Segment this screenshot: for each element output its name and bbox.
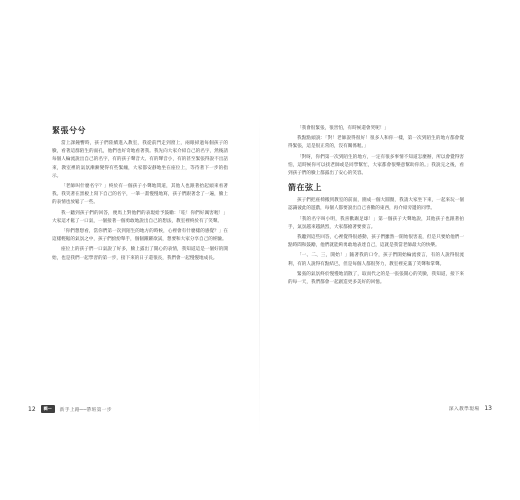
paragraph: 緊張的氣氛終於慢慢地消散了，取而代之的是一張張開心的笑臉，我知道，接下來的每一天，我們都會一起創造更多美好的回憶。 xyxy=(288,271,464,286)
paragraph: 我點點頭說：「對！老師說得很好！很多人和你一樣，第一次到陌生的地方都會覺得緊張，這是很正常的，沒有關係喔。」 xyxy=(288,136,464,150)
paragraph: 「我會很緊張，很害怕，有時候還會哭呢！」 xyxy=(297,126,389,131)
page-number: 13 xyxy=(484,405,492,412)
paragraph: 孩子們把座椅搬到教室的前面，圍成一個大圓圈，我請大家坐下來，一起來玩一個認識彼此的遊戲，每個人都要說出自己喜歡的東西，再介紹旁邊的同學。 xyxy=(288,198,464,212)
paragraph: 座位上的孩子們一口氣說了好多，臉上露出了開心的表情，我知道這是一個好的開始，也是我們一起學習的第一步，接下來的日子還很長，我們會一起慢慢地成長。 xyxy=(52,247,228,261)
right-page xyxy=(260,0,520,500)
paragraph: 我聽到這些回答，心裡覺得很感動，孩子們雖然一開始很害羞，但是只要給他們一點時間和鼓勵，他們就能夠勇敢地表達自己，這就是我當老師最大的快樂。 xyxy=(288,235,464,249)
chapter-tag: 輯一 xyxy=(41,405,55,413)
page-number: 12 xyxy=(28,405,36,413)
paragraph: 「我的名字叫小明，我喜歡踢足球！」第一個孩子大聲地說，其他孩子也跟著拍手，氣氛越來越熱烈，大家都搶著要發言。 xyxy=(288,216,464,230)
left-footer xyxy=(28,405,112,413)
paragraph: 「老師叫什麼名字？」終於有一個孩子小聲地問道，其他人也跟著抬起頭來看著我。我笑著在黑板上寫下自己的名字，一筆一畫慢慢地寫，孩子們跟著念了一遍，臉上的表情也放鬆了一些。 xyxy=(52,184,228,206)
paragraph: 「一、二、三，開始！」隨著我的口令，孩子們開始輪流發言，有的人說得很流利，有的人說得有點結巴，但是每個人都很努力，教室裡充滿了笑聲和掌聲。 xyxy=(288,253,464,267)
paragraph: 「你們想想看，當你們第一次到陌生的地方的時候，心裡會有什麼樣的感覺？」在這樣輕鬆的氣氛之中，孩子們紛紛舉手，個個躍躍欲試，想要和大家分享自己的經驗。 xyxy=(52,229,228,243)
right-text-column xyxy=(288,125,464,289)
paragraph: 當上課鐘響時，孩子們陸續進入教室，我從前門走到窗上，兩眼掃過每個孩子的臉，看著這群陌生的面孔，他們也好奇地看著我。我先向大家介紹自己的名字，然後請每個人輪流說出自己的名字，有的孩子聲音大、有的聲音小，有的甚至緊張得說不出話來，教室裡的氣氛漸漸變得有些緊繃，大家都安靜地坐在座位上，等待著下一步的指示。 xyxy=(52,141,228,179)
running-title: 新手上路──帶班第一步 xyxy=(59,407,112,413)
paragraph: 「對呀，你們第一次到陌生的地方，一定有很多事情不知道怎麼辦，所以會覺得害怕，這時候你可以找老師或是同學幫忙，大家都會很樂意幫助你的。」我說完之後，看到孩子們的臉上都露出了安心的笑容。 xyxy=(288,154,464,177)
paragraph: 我一聽到孩子們的回答，便馬上對他們的表現給予鼓勵：「哇！你們好厲害喔！」大家這才鬆了一口氣，一個接著一個勇敢地說出自己的想法，教室裡終於有了笑聲。 xyxy=(52,210,228,224)
left-text-column xyxy=(52,125,228,265)
running-title: 深入教學現場 xyxy=(448,407,480,412)
section-heading: 緊張兮兮 xyxy=(52,126,86,135)
section-heading: 箭在弦上 xyxy=(288,183,322,193)
right-footer xyxy=(449,405,492,412)
